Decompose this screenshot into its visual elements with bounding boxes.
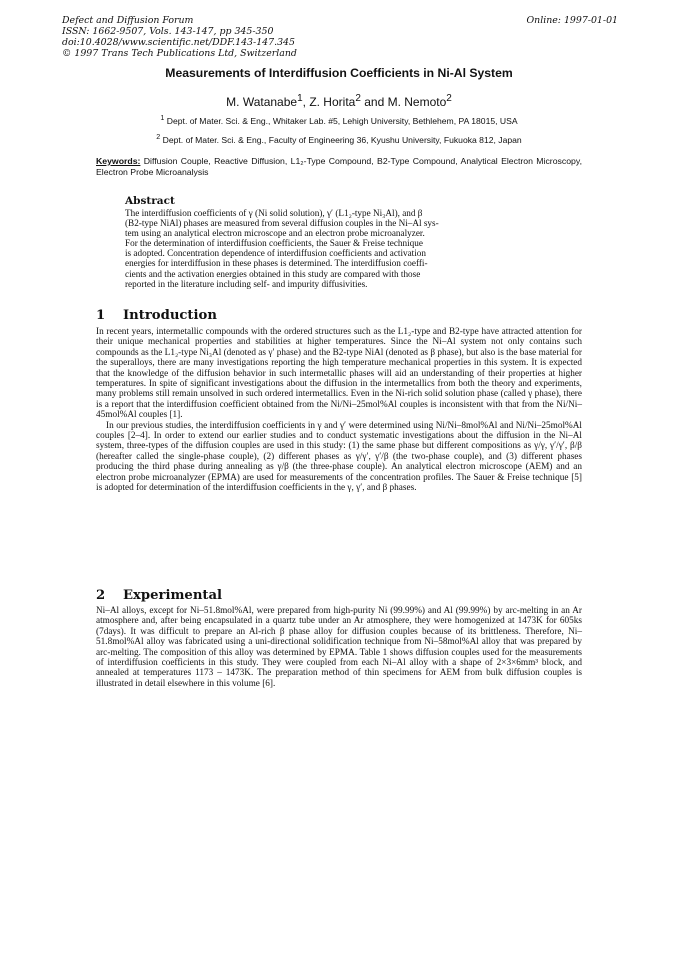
keywords bbox=[96, 156, 582, 178]
section-title: Introduction bbox=[123, 308, 217, 323]
abstract-line: cients and the activation energies obtained in this study are compared with those bbox=[125, 268, 421, 279]
doi-line: doi:10.4028/www.scientific.net/DDF.143-147.345 bbox=[62, 37, 295, 48]
author-name: Z. Horita bbox=[309, 95, 356, 109]
journal-name: Defect and Diffusion Forum bbox=[62, 15, 194, 26]
abstract-line: (B2-type NiAl) phases are measured from several diffusion couples in the Ni–Al sys- bbox=[125, 218, 439, 229]
affiliation-text: Dept. of Mater. Sci. & Eng., Whitaker Lab. #5, Lehigh University, Bethlehem, PA 18015, USA bbox=[166, 115, 518, 126]
copyright-line: © 1997 Trans Tech Publications Ltd, Switzerland bbox=[62, 48, 297, 59]
author-affiliation-mark: 2 bbox=[446, 93, 452, 104]
online-date: Online: 1997-01-01 bbox=[526, 15, 618, 26]
abstract-line: energies for interdiffusion in these phases is determined. The interdiffusion coeffi- bbox=[125, 258, 428, 269]
affiliation-1 bbox=[0, 114, 678, 126]
paper-title: Measurements of Interdiffusion Coefficients in Ni-Al System bbox=[165, 66, 513, 80]
affiliation-mark: 2 bbox=[156, 133, 161, 141]
author-name: M. Watanabe bbox=[226, 95, 298, 109]
keywords-text: Diffusion Couple, Reactive Diffusion, L1₂-Type Compound, B2-Type Compound, Analytical Electron Microscopy, Electron Probe Microanalysis bbox=[96, 156, 582, 177]
abstract-line: is adopted. Concentration dependence of interdiffusion coefficients and activation bbox=[125, 248, 426, 259]
section-number: 1 bbox=[96, 308, 106, 323]
affiliation-text: Dept. of Mater. Sci. & Eng., Faculty of Engineering 36, Kyushu University, Fukuoka 812, Japan bbox=[162, 134, 522, 145]
section-heading-introduction bbox=[96, 308, 217, 323]
issn-line: ISSN: 1662-9507, Vols. 143-147, pp 345-350 bbox=[62, 26, 274, 37]
paragraph: In recent years, intermetallic compounds with the ordered structures such as the L1₂-type and B2-type have attracted attention for their unique mechanical properties and stabilities at higher temperatures. Since the Ni–Al system not only contains such compounds as the L1₂-type Ni₃Al (denoted as γ′ phase) and the B2-type NiAl (denoted as β phase), but also is the base material for the superalloys, there are many investigations reporting the high temperature mechanical properties in this system. It is expected that the knowledge of the diffusion behavior in such intermetallic phases will aid an understanding of their properties at higher temperatures. In spite of significant investigations about the diffusion in the intermetallics from both the theory and experiments, many problems still remain unsolved in such ordered intermetallics. Even in the Ni-rich solid solution phase (called γ phase), there is a report that the interdiffusion coefficient obtained from the Ni/Ni–25mol%Al couples is inconsistent with that from the Ni/Ni–45mol%Al couples [1]. bbox=[96, 327, 582, 421]
keywords-label: Keywords: bbox=[96, 156, 141, 166]
abstract-body bbox=[125, 208, 556, 289]
author-separator: and bbox=[360, 95, 388, 109]
author-affiliation-mark: 1 bbox=[297, 93, 303, 104]
abstract-heading: Abstract bbox=[125, 195, 175, 207]
author-separator: , bbox=[302, 95, 310, 109]
introduction-body bbox=[96, 327, 582, 494]
paragraph: Ni–Al alloys, except for Ni–51.8mol%Al, were prepared from high-purity Ni (99.99%) and Al (99.99%) by arc-melting in an Ar atmosphere and, after being encapsulated in a quartz tube under an Ar atmosphere, they were homogenized at 1473K for 605ks (7days). It was difficult to prepare an Al-rich β phase alloy for diffusion couples because of its brittleness. Therefore, Ni–51.8mol%Al alloy was fabricated using a uni-directional solidification technique from Ni–58mol%Al alloy that was prepared by arc-melting. The composition of this alloy was determined by EPMA. Table 1 shows diffusion couples used for the measurements of interdiffusion coefficients in this study. They were coupled from each Ni–Al alloy with a shape of 2×3×6mm³ block, and annealed at temperatures 1173 – 1473K. The preparation method of thin specimens for AEM from bulk diffusion couples is illustrated in detail elsewhere in this volume [6]. bbox=[96, 606, 582, 689]
abstract-line: tem using an analytical electron microscope and an electron probe microanalyzer. bbox=[125, 228, 425, 239]
abstract-line: For the determination of interdiffusion coefficients, the Sauer & Freise technique bbox=[125, 238, 423, 249]
author-name: M. Nemoto bbox=[387, 95, 447, 109]
journal-header bbox=[62, 15, 618, 59]
paragraph: In our previous studies, the interdiffusion coefficients in γ and γ′ were determined using Ni/Ni–8mol%Al and Ni/Ni–25mol%Al couples [2–4]. In order to extend our earlier studies and to conduct systematic investigations about the diffusion in the Ni–Al system, three-types of the diffusion couples are used in this study: (1) the same phase but different compositions as γ/γ, γ′/γ′, β/β (hereafter called the single-phase couple), (2) different phases as γ/γ′, γ′/β (the two-phase couple), and (3) different phases producing the third phase during annealing as γ/β (the three-phase couple). An analytical electron microscope (AEM) and an electron probe microanalyzer (EPMA) are used for measurements of the concentration profiles. The Sauer & Freise technique [5] is adopted for determination of the interdiffusion coefficients in the γ, γ′, and β phases. bbox=[96, 420, 582, 494]
abstract-line: The interdiffusion coefficients of γ (Ni solid solution), γ′ (L1₂-type Ni₃Al), and β bbox=[125, 208, 423, 218]
experimental-body bbox=[96, 606, 582, 689]
affiliation-mark: 1 bbox=[160, 114, 165, 122]
abstract-line: reported in the literature including self- and impurity diffusivities. bbox=[125, 278, 368, 289]
author-affiliation-mark: 2 bbox=[355, 93, 361, 104]
affiliation-2 bbox=[0, 133, 678, 145]
author-list bbox=[0, 93, 678, 109]
section-heading-experimental bbox=[96, 588, 222, 603]
section-title: Experimental bbox=[123, 588, 223, 603]
section-number: 2 bbox=[96, 588, 106, 603]
